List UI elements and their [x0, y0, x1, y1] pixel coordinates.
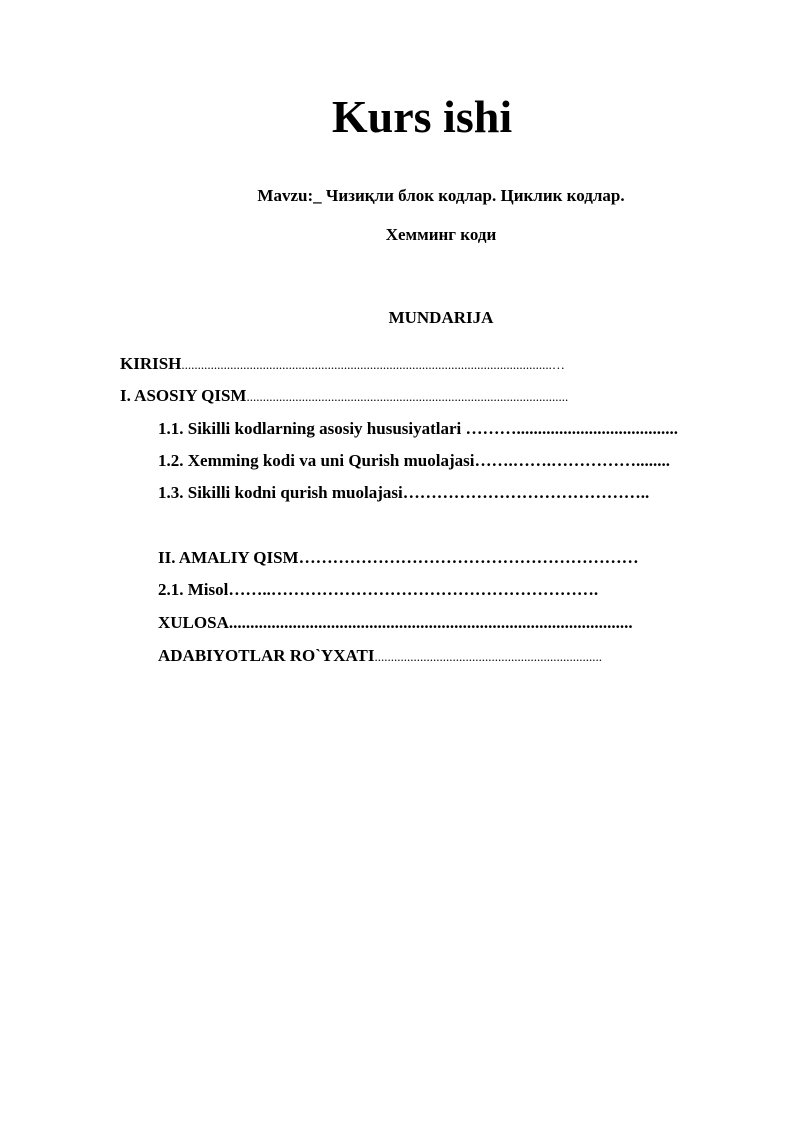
- document-title: Kurs ishi: [331, 91, 513, 142]
- toc-item-leader: ...............................................................................................: [228, 613, 633, 632]
- toc-item-leader: …….…….……………........: [474, 451, 670, 470]
- toc-item-2-1: [158, 579, 742, 601]
- toc-item-1-2: [158, 450, 728, 472]
- toc-item-leader: ……..………………………………………………….: [228, 580, 599, 599]
- toc-item-1-1: [158, 418, 744, 440]
- toc-item-label: XULOSA: [158, 613, 229, 632]
- toc-item-label: 1.1. Sikilli kodlarning asosiy hususiyatlari: [158, 419, 466, 438]
- toc-item-1-3: [158, 482, 742, 504]
- toc-item-label: 1.3. Sikilli kodni qurish muolajasi: [158, 483, 403, 502]
- toc-item-label: KIRISH: [120, 354, 182, 373]
- toc-item-amaliy-qism: [158, 547, 732, 569]
- toc-item-kirish: [120, 353, 734, 376]
- toc-item-asosiy-qism: [120, 385, 734, 408]
- toc-item-leader: ……………………………………..: [402, 483, 650, 502]
- toc-heading: MUNDARIJA: [388, 308, 494, 327]
- toc-item-xulosa: [158, 612, 732, 634]
- toc-item-label: 2.1. Misol: [158, 580, 229, 599]
- toc-item-label: I. ASOSIY QISM: [120, 386, 247, 405]
- toc-item-label: II. AMALIY QISM: [158, 548, 299, 567]
- toc-item-leader: ......................................................................: [374, 649, 602, 664]
- toc-item-adabiyotlar: [158, 645, 734, 668]
- topic-line-2: Хемминг коди: [385, 225, 497, 244]
- topic-line-1: Mavzu:_ Чизиқли блок кодлар. Циклик кодлар.: [257, 186, 625, 205]
- toc-item-label: 1.2. Xemming kodi va uni Qurish muolajasi: [158, 451, 475, 470]
- toc-item-leader: ..................................................................................................................…: [181, 357, 565, 372]
- toc-item-leader: ……………………………………………………: [298, 548, 639, 567]
- toc-item-label: ADABIYOTLAR RO`YXATI: [158, 646, 375, 665]
- toc-item-leader: ………......................................: [465, 419, 679, 438]
- toc-item-leader: ...................................................................................................: [246, 389, 569, 404]
